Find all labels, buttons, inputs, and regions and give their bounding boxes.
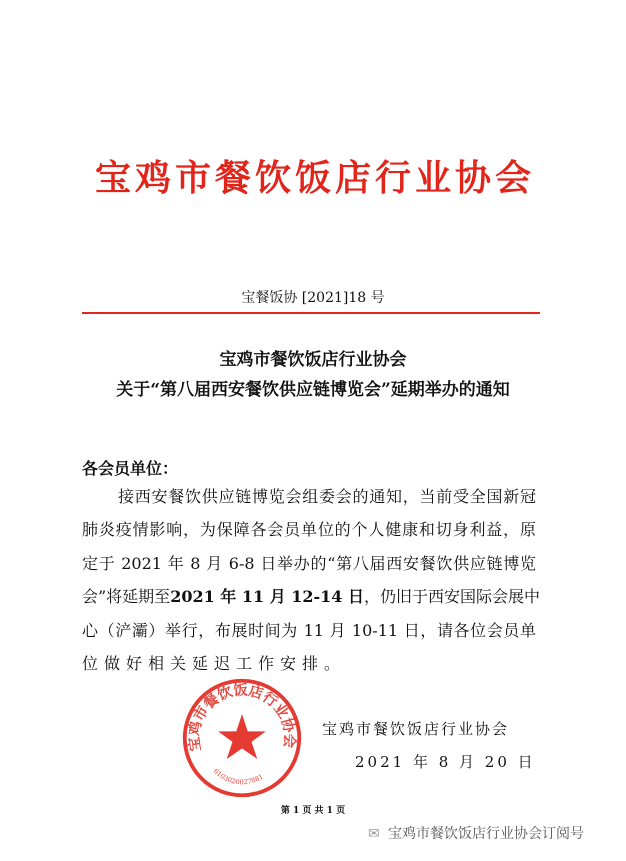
body-line: 接西安餐饮供应链博览会组委会的通知，当前受全国新冠 [118, 487, 536, 506]
notice-title-line2: 关于“第八届西安餐饮供应链博览会”延期举办的通知 [116, 380, 510, 400]
watermark-text: 宝鸡市餐饮饭店行业协会订阅号 [388, 826, 584, 842]
body-line: 位做好相关延迟工作安排。 [82, 654, 347, 673]
body-line: 肺炎疫情影响，为保障各会员单位的个人健康和切身利益，原 [82, 520, 536, 539]
new-date-highlight: 2021 年 11 月 12-14 日 [170, 587, 365, 606]
body-text: ，仍旧于西安国际会展中 [364, 587, 541, 606]
document-number: 宝餐饭协 [2021]18 号 [241, 290, 385, 306]
signature-date: 2021 年 8 月 20 日 [355, 753, 536, 771]
svg-text:宝鸡市餐饮饭店行业协会: 宝鸡市餐饮饭店行业协会 [186, 682, 298, 753]
red-divider [82, 312, 540, 314]
wechat-icon: ✉ [368, 826, 380, 842]
official-seal-stamp [180, 676, 304, 800]
body-line [82, 584, 541, 607]
letterhead-title: 宝鸡市餐饮饭店行业协会 [95, 157, 531, 199]
notice-title-line1: 宝鸡市餐饮饭店行业协会 [219, 350, 407, 370]
svg-text:6103020027881: 6103020027881 [211, 767, 265, 787]
body-line: 定于 2021 年 8 月 6-8 日举办的“第八届西安餐饮供应链博览 [82, 554, 536, 573]
body-text: 会”将延期至 [82, 587, 171, 606]
watermark [368, 823, 584, 843]
body-line: 心（浐灞）举行，布展时间为 11 月 10-11 日，请各位会员单 [82, 621, 536, 640]
page-number: 第 1 页 共 1 页 [280, 806, 346, 816]
salutation: 各会员单位： [82, 459, 179, 478]
signature-org: 宝鸡市餐饮饭店行业协会 [322, 720, 510, 738]
